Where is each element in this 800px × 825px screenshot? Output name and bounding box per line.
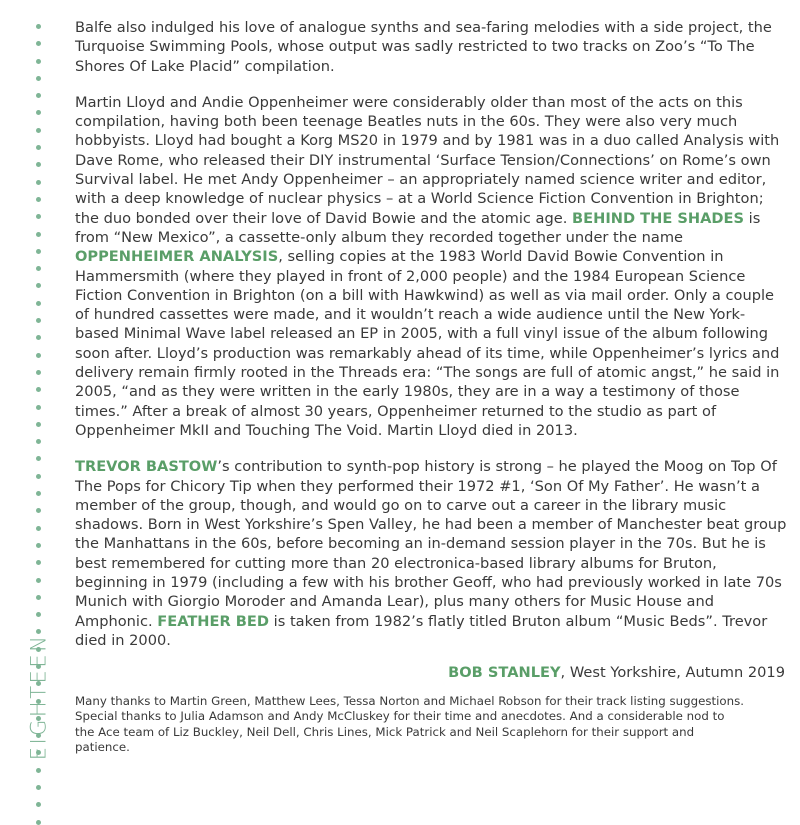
decorative-dot <box>36 41 41 46</box>
decorative-dot <box>36 595 41 600</box>
decorative-dot <box>36 474 41 479</box>
paragraph-text: ’s contribution to synth-pop history is strong – he played the Moog on Top Of The Pops for Chicory Tip when they performed their 1972 #1, ‘Son Of My Father’. He wasn’t a member of the group, though, and would go on to carve out a career in the library music shadows. Born in West Yorkshire’s Spen Valley, he had been a member of Manchester beat group the Manhattans in the 60s, before becoming an in-demand session player in the 70s. But he is best remembered for cutting more than 20 electronica-based library albums for Bruton, beginning in 1979 (including a few with his brother Geoff, who had previously worked in late 70s Munich with Giorgio Moroder and Amanda Lear), plus many others for Music House and Amphonic. <box>75 458 787 630</box>
paragraph-text: , selling copies at the 1983 World David Bowie Convention in Hammersmith (where they played in front of 2,000 people) and the 1984 European Science Fiction Convention in Brighton (on a bill with Hawkwind) as well as via mail order. Only a couple of hundred cassettes were made, and it wouldn’t reach a wide audience until the New York-based Minimal Wave label released an EP in 2005, with a full vinyl issue of the album following soon after. Lloyd’s production was remarkably ahead of its time, while Oppenheimer’s lyrics and delivery remain firmly rooted in the Threads era: “The songs are full of atomic angst,” he said in 2005, “and as they were written in the early 1980s, they are in a way a testimony of those times.” After a break of almost 30 years, Oppenheimer returned to the studio as part of Oppenheimer MkII and Touching The Void. Martin Lloyd died in 2013. <box>75 248 780 439</box>
decorative-dot <box>36 578 41 583</box>
decorative-dot <box>36 283 41 288</box>
decorative-dot <box>36 318 41 323</box>
decorative-dot <box>36 405 41 410</box>
decorative-dot <box>36 59 41 64</box>
decorative-dot <box>36 353 41 358</box>
artist-name-highlight: OPPENHEIMER ANALYSIS <box>75 248 279 266</box>
decorative-dot <box>36 785 41 790</box>
decorative-dot <box>36 370 41 375</box>
decorative-dot <box>36 456 41 461</box>
paragraph-trevor-bastow <box>75 457 787 650</box>
section-label <box>21 622 55 772</box>
decorative-dot <box>36 335 41 340</box>
decorative-dot <box>36 266 41 271</box>
decorative-dot <box>36 24 41 29</box>
decorative-dot <box>36 802 41 807</box>
liner-notes <box>75 18 787 755</box>
decorative-dot <box>36 162 41 167</box>
acknowledgements: Many thanks to Martin Green, Matthew Lees, Tessa Norton and Michael Robson for their track listing suggestions. Special thanks to Julia Adamson and Andy McCluskey for their time and anecdotes. And a considerable nod to the Ace team of Liz Buckley, Neil Dell, Chris Lines, Mick Patrick and Neil Scaplehorn for their support and patience. <box>75 694 745 754</box>
paragraph-text: Martin Lloyd and Andie Oppenheimer were considerably older than most of the acts on this compilation, having both been teenage Beatles nuts in the 60s. They were also very much hobbyists. Lloyd had bought a Korg MS20 in 1979 and by 1981 was in a duo called Analysis with Dave Rome, who released their DIY instrumental ‘Surface Tension/Connections’ on Rome’s own Survival label. He met Andy Oppenheimer – an appropriately named science writer and editor, with a deep knowledge of nuclear physics – at a World Science Fiction Convention in Brighton; the duo bonded over their love of David Bowie and the atomic age. <box>75 93 780 227</box>
decorative-dot <box>36 820 41 825</box>
decorative-dot <box>36 232 41 237</box>
decorative-dot <box>36 508 41 513</box>
paragraph-turquoise-swimming-pools <box>75 18 787 76</box>
decorative-dot <box>36 560 41 565</box>
decorative-dot <box>36 301 41 306</box>
decorative-dot <box>36 491 41 496</box>
decorative-dot <box>36 526 41 531</box>
decorative-dot <box>36 612 41 617</box>
decorative-dot <box>36 145 41 150</box>
paragraph-text: is taken from 1982’s flatly titled Bruton album “Music Beds”. Trevor died in 2000. <box>75 612 768 649</box>
paragraph-text: is from “New Mexico”, a cassette-only album they recorded together under the name <box>75 209 761 246</box>
artist-name-highlight: TREVOR BASTOW <box>75 458 218 476</box>
author-place-date: , West Yorkshire, Autumn 2019 <box>560 664 785 682</box>
decorative-dot <box>36 439 41 444</box>
paragraph-text: Balfe also indulged his love of analogue synths and sea-faring melodies with a side project, the Turquoise Swimming Pools, whose output was sadly restricted to two tracks on Zoo’s “To The Shores Of Lake Placid” compilation. <box>75 19 772 75</box>
decorative-dot <box>36 422 41 427</box>
decorative-dot <box>36 110 41 115</box>
author-signature <box>75 663 787 682</box>
decorative-dot <box>36 249 41 254</box>
paragraph-oppenheimer-analysis <box>75 93 787 440</box>
decorative-dot <box>36 93 41 98</box>
track-title-highlight: BEHIND THE SHADES <box>572 209 745 227</box>
decorative-dot <box>36 180 41 185</box>
decorative-dot <box>36 543 41 548</box>
left-rail <box>0 0 70 795</box>
decorative-dot <box>36 387 41 392</box>
decorative-dot <box>36 214 41 219</box>
track-title-highlight: FEATHER BED <box>157 612 270 630</box>
decorative-dot <box>36 128 41 133</box>
section-label-text: EIGHTEEN <box>26 633 51 761</box>
decorative-dot <box>36 76 41 81</box>
decorative-dot <box>36 197 41 202</box>
author-name: BOB STANLEY <box>448 664 561 682</box>
